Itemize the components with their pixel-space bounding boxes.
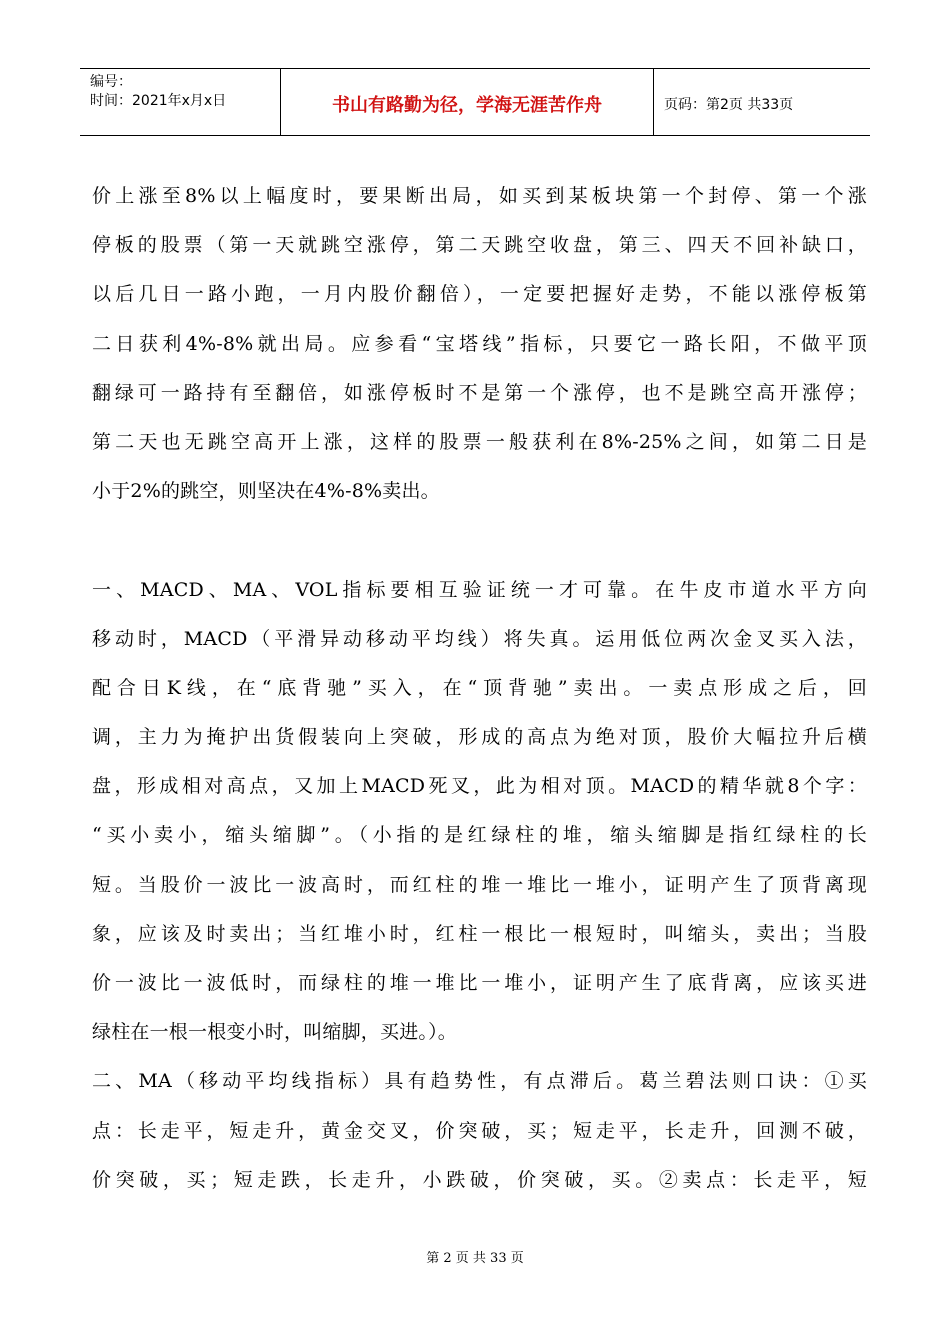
text-line: 停板的股票（第一天就跳空涨停，第二天跳空收盘，第三、四天不回补缺口， bbox=[92, 234, 867, 257]
text-line: “买小卖小，缩头缩脚”。（小指的是红绿柱的堆，缩头缩脚是指红绿柱的长 bbox=[92, 824, 867, 847]
page-footer: 第 2 页 共 33 页 bbox=[426, 1251, 524, 1266]
text-line: 价上涨至8%以上幅度时，要果断出局，如买到某板块第一个封停、第一个涨 bbox=[92, 185, 867, 207]
text-line: 第二天也无跳空高开上涨，这样的股票一般获利在8%-25%之间，如第二日是 bbox=[92, 430, 867, 453]
header-motto: 书山有路勤为径，学海无涯苦作舟 bbox=[281, 69, 654, 135]
text-line: 二日获利4%-8%就出局。应参看“宝塔线”指标，只要它一路长阳，不做平顶 bbox=[92, 332, 867, 355]
document-date: 时间：2021年x月x日 bbox=[90, 93, 227, 109]
text-line: 一、MACD、MA、VOL指标要相互验证统一才可靠。在牛皮市道水平方向 bbox=[92, 578, 867, 601]
text-line: 二、MA（移动平均线指标）具有趋势性，有点滞后。葛兰碧法则口诀：①买 bbox=[92, 1070, 867, 1093]
text-line: 短。当股价一波比一波高时，而红柱的堆一堆比一堆小，证明产生了顶背离现 bbox=[92, 873, 867, 896]
text-line: 盘，形成相对高点，又加上MACD死叉，此为相对顶。MACD的精华就8个字： bbox=[92, 775, 867, 798]
text-line: 翻绿可一路持有至翻倍，如涨停板时不是第一个涨停，也不是跳空高开涨停； bbox=[92, 381, 867, 404]
text-line: 价一波比一波低时，而绿柱的堆一堆比一堆小，证明产生了底背离，应该买进 bbox=[92, 972, 867, 994]
text-line: 调，主力为掩护出货假装向上突破，形成的高点为绝对顶，股价大幅拉升后横 bbox=[92, 726, 867, 749]
paragraph-1 bbox=[92, 172, 867, 516]
document-number-label: 编号： bbox=[90, 74, 132, 90]
text-line: 以后几日一路小跑，一月内股价翻倍），一定要把握好走势，不能以涨停板第 bbox=[92, 283, 867, 306]
page-header bbox=[80, 68, 870, 136]
paragraph-2 bbox=[92, 566, 867, 1058]
text-line: 象，应该及时卖出；当红堆小时，红柱一根比一根短时，叫缩头，卖出；当股 bbox=[92, 922, 867, 945]
text-line: 配合日K线，在“底背驰”买入，在“顶背驰”卖出。一卖点形成之后，回 bbox=[92, 676, 867, 699]
document-body bbox=[92, 172, 867, 1205]
paragraph-3 bbox=[92, 1057, 867, 1205]
header-meta bbox=[80, 69, 281, 135]
text-line: 小于2%的跳空，则坚决在4%-8%卖出。 bbox=[92, 480, 440, 503]
text-line: 移动时，MACD（平滑异动移动平均线）将失真。运用低位两次金叉买入法， bbox=[92, 627, 867, 650]
paragraph-gap bbox=[92, 516, 867, 565]
text-line: 价突破，买；短走跌，长走升，小跌破，价突破，买。②卖点：长走平，短 bbox=[92, 1168, 867, 1191]
text-line: 点：长走平，短走升，黄金交叉，价突破，买；短走平，长走升，回测不破， bbox=[92, 1119, 867, 1142]
text-line: 绿柱在一根一根变小时，叫缩脚，买进。）。 bbox=[92, 1021, 458, 1044]
header-page-info: 页码：第2页 共33页 bbox=[664, 97, 794, 113]
